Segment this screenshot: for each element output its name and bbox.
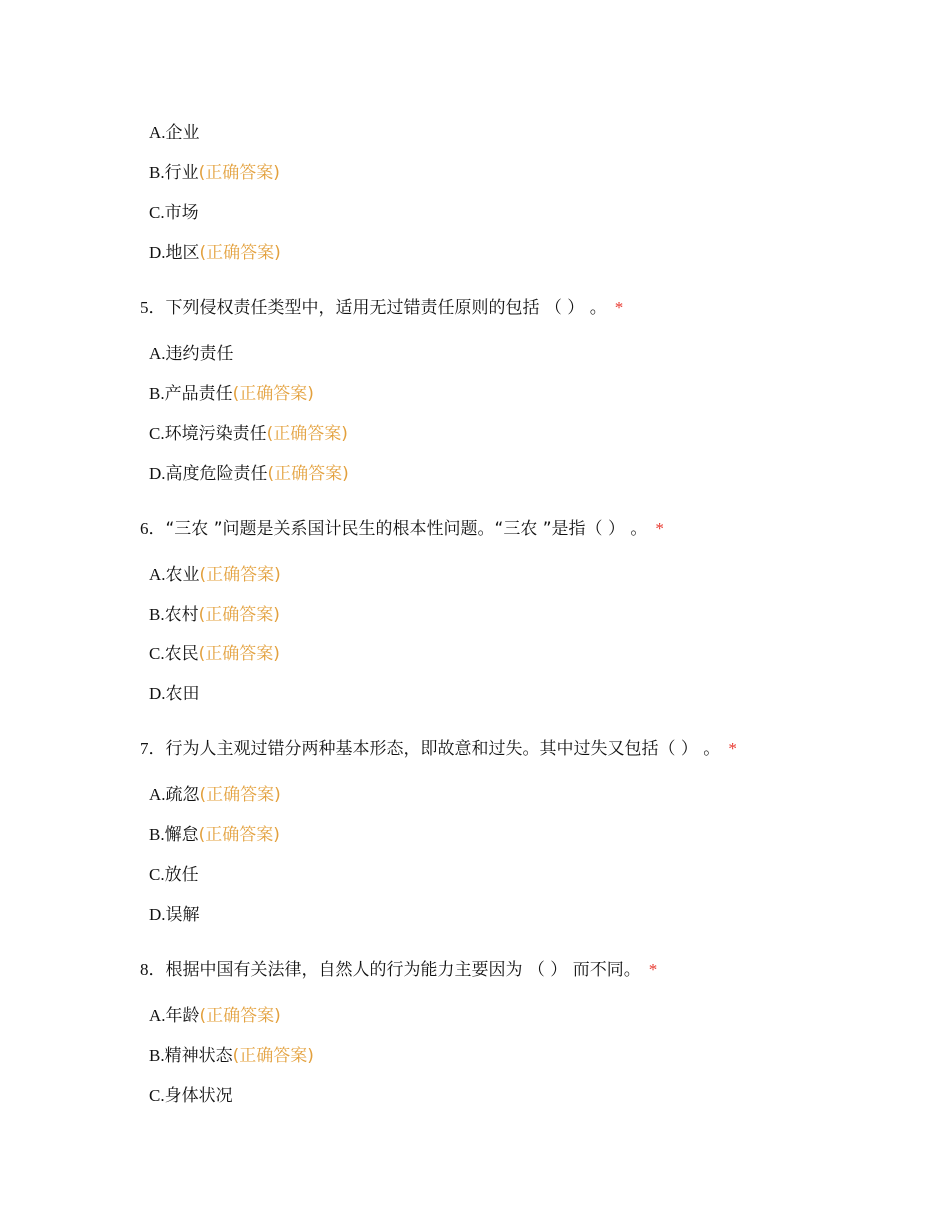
option-letter: B. — [149, 825, 165, 844]
option-text: 误解 — [165, 905, 200, 925]
question-number: 5． — [140, 298, 166, 317]
q6-option-d — [149, 683, 200, 705]
option-letter: D. — [149, 905, 166, 924]
q7-option-a — [149, 784, 281, 806]
question-number: 7． — [140, 739, 166, 758]
question-text: “三农 ”问题是关系国计民生的根本性问题。“三农 ”是指（ ） 。 — [165, 519, 648, 539]
correct-answer-tag: (正确答案) — [232, 1046, 314, 1066]
correct-answer-tag: (正确答案) — [199, 785, 281, 805]
correct-answer-tag: (正确答案) — [266, 424, 348, 444]
q4-option-d — [149, 242, 281, 264]
q4-option-b — [149, 162, 280, 184]
question-number: 6． — [140, 519, 166, 538]
option-letter: B. — [149, 163, 165, 182]
correct-answer-tag: (正确答案) — [199, 565, 281, 585]
correct-answer-tag: (正确答案) — [199, 1006, 281, 1026]
correct-answer-tag: (正确答案) — [198, 644, 280, 664]
required-mark: * — [614, 298, 624, 317]
q5-option-c — [149, 423, 348, 445]
correct-answer-tag: (正确答案) — [198, 605, 280, 625]
option-text: 农田 — [165, 684, 200, 704]
option-text: 违约责任 — [165, 344, 234, 364]
option-text: 环境污染责任 — [164, 424, 267, 444]
required-mark: * — [655, 519, 664, 538]
option-text: 市场 — [164, 203, 199, 223]
question-5-title — [140, 297, 623, 319]
question-6-title — [140, 518, 664, 540]
q8-option-c — [149, 1085, 233, 1107]
option-letter: B. — [149, 1046, 165, 1065]
option-text: 身体状况 — [164, 1086, 233, 1106]
q7-option-c — [149, 864, 199, 886]
question-text: 下列侵权责任类型中，适用无过错责任原则的包括 （ ） 。 — [165, 298, 607, 318]
option-text: 地区 — [165, 243, 200, 263]
q5-option-b — [149, 383, 314, 405]
q4-option-c — [149, 202, 199, 224]
option-text: 放任 — [164, 865, 199, 885]
q5-option-d — [149, 463, 349, 485]
option-letter: A. — [149, 344, 166, 363]
option-text: 疏忽 — [165, 785, 200, 805]
option-letter: C. — [149, 644, 165, 663]
option-text: 高度危险责任 — [165, 464, 268, 484]
q8-option-b — [149, 1045, 314, 1067]
correct-answer-tag: (正确答案) — [199, 243, 281, 263]
q6-option-c — [149, 643, 280, 665]
option-letter: A. — [149, 785, 166, 804]
q6-option-b — [149, 604, 280, 626]
question-text: 根据中国有关法律，自然人的行为能力主要因为 （ ） 而不同。 — [165, 960, 641, 980]
option-letter: C. — [149, 865, 165, 884]
q8-option-a — [149, 1005, 281, 1027]
option-text: 年龄 — [165, 1006, 200, 1026]
q5-option-a — [149, 343, 234, 365]
option-text: 企业 — [165, 123, 200, 143]
option-letter: A. — [149, 1006, 166, 1025]
q7-option-b — [149, 824, 280, 846]
option-letter: A. — [149, 123, 166, 142]
option-text: 产品责任 — [164, 384, 233, 404]
question-number: 8． — [140, 960, 166, 979]
option-text: 农民 — [164, 644, 199, 664]
option-text: 农业 — [165, 565, 200, 585]
question-text: 行为人主观过错分两种基本形态，即故意和过失。其中过失又包括（ ） 。 — [165, 739, 721, 759]
correct-answer-tag: (正确答案) — [198, 163, 280, 183]
option-text: 精神状态 — [164, 1046, 233, 1066]
option-letter: B. — [149, 605, 165, 624]
option-letter: C. — [149, 1086, 165, 1105]
option-letter: D. — [149, 684, 166, 703]
option-letter: A. — [149, 565, 166, 584]
option-letter: C. — [149, 203, 165, 222]
correct-answer-tag: (正确答案) — [267, 464, 349, 484]
question-7-title — [140, 738, 737, 760]
q6-option-a — [149, 564, 281, 586]
option-text: 懈怠 — [164, 825, 199, 845]
option-letter: D. — [149, 464, 166, 483]
correct-answer-tag: (正确答案) — [198, 825, 280, 845]
required-mark: * — [648, 960, 658, 979]
option-text: 行业 — [164, 163, 199, 183]
option-letter: B. — [149, 384, 165, 403]
option-letter: C. — [149, 424, 165, 443]
question-8-title — [140, 959, 657, 981]
required-mark: * — [728, 739, 737, 758]
correct-answer-tag: (正确答案) — [232, 384, 314, 404]
option-text: 农村 — [164, 605, 199, 625]
q7-option-d — [149, 904, 200, 926]
q4-option-a — [149, 122, 200, 144]
option-letter: D. — [149, 243, 166, 262]
